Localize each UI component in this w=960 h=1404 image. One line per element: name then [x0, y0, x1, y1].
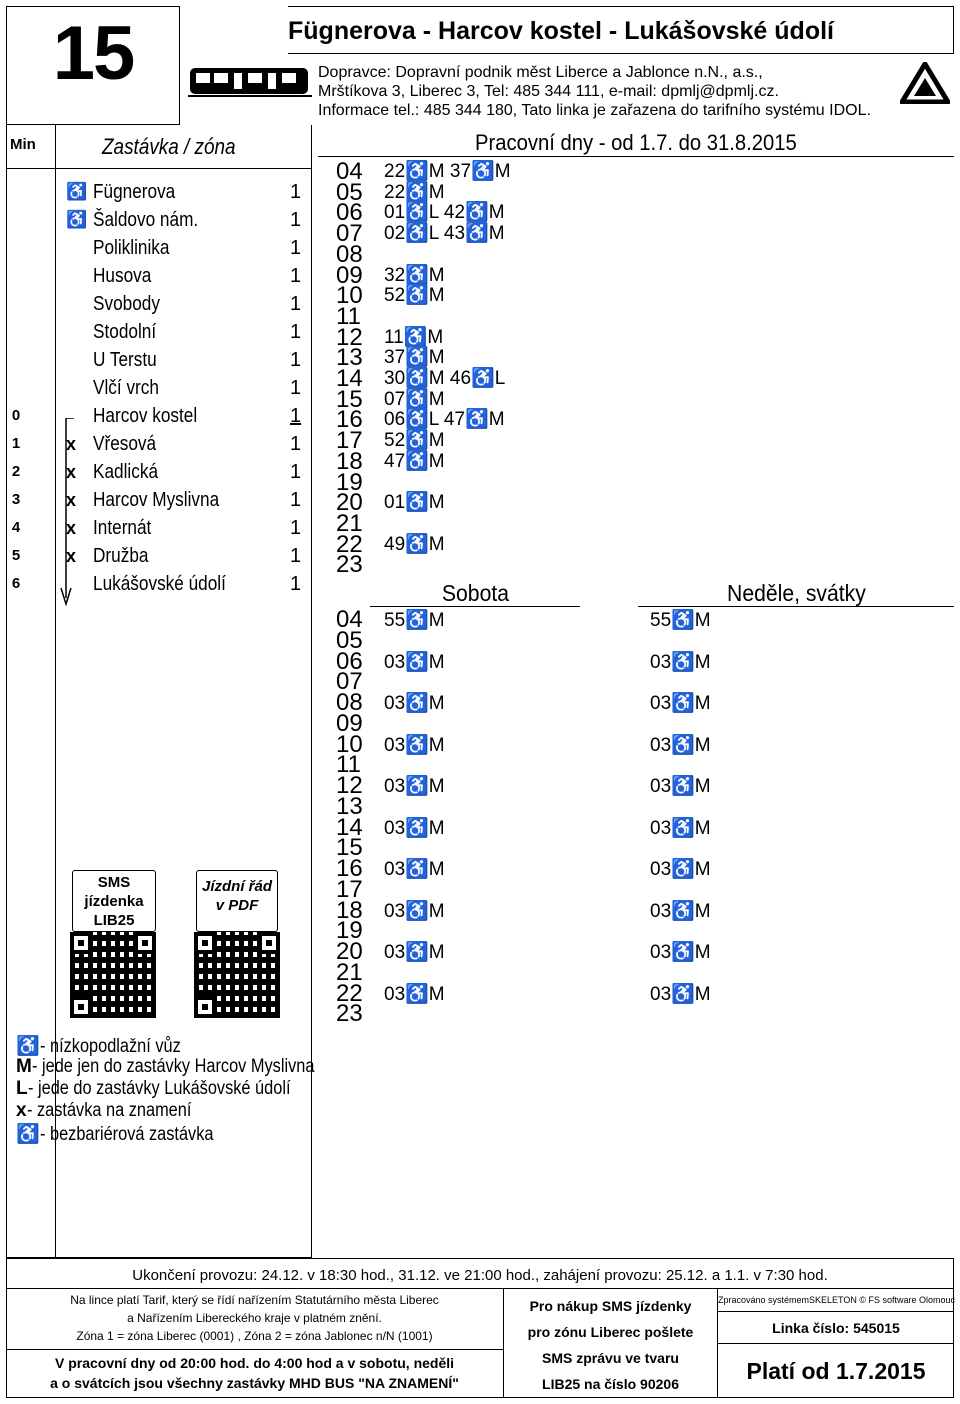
current-stop-name [93, 405, 283, 428]
sunday-departures: 03♿M [650, 734, 711, 756]
stop-name-text: Internát [93, 517, 152, 539]
stops-header-rule [6, 168, 312, 169]
legend-item [16, 1122, 241, 1146]
departure-list: 49♿M [384, 533, 445, 555]
stop-minutes: 5 [11, 547, 21, 564]
sms-purchase-line: Pro nákup SMS jízdenky [529, 1298, 692, 1314]
hour-label: 12 [336, 323, 363, 351]
sms-label: jízdenka [84, 893, 144, 910]
sunday-departures: 55♿M [650, 610, 711, 631]
stop-name-text: Harcov kostel [93, 405, 198, 427]
stop-name [93, 265, 283, 288]
stop-name [93, 377, 283, 400]
stop-minutes: 3 [11, 491, 21, 508]
departure-list: 22♿M [384, 181, 445, 203]
hour-label: 16 [336, 406, 363, 434]
stop-zone: 1 [290, 321, 302, 343]
stop-name-text: Husova [93, 265, 152, 287]
hour-label: 09 [336, 261, 363, 289]
stop-zone: 1 [290, 377, 302, 399]
hour-label: 20 [336, 489, 363, 517]
stop-name [93, 209, 283, 232]
departure-list: 37♿M [384, 347, 445, 369]
stop-name-text: Fügnerova [93, 181, 176, 203]
stop-name-text: Stodolní [93, 321, 157, 343]
route-title: Fügnerova - Harcov kostel - Lukášovské údolí [288, 17, 834, 45]
stop-name [93, 461, 283, 484]
sms-purchase-line: SMS zprávu ve tvaru [542, 1350, 679, 1366]
hour-label: 05 [336, 178, 363, 206]
stop-name [93, 545, 283, 568]
barrier-free-icon: ♿ [66, 182, 88, 201]
legend-symbol: x [16, 1100, 27, 1121]
hour-label: 07 [336, 220, 363, 248]
stop-zone: 1 [290, 405, 302, 427]
request-stop-mark: x [66, 434, 77, 454]
idol-logo-icon [900, 62, 950, 104]
hour-label: 11 [336, 302, 361, 330]
operation-notice: Ukončení provozu: 24.12. v 18:30 hod., 31.12. ve 21:00 hod., zahájení provozu: 25.12. a 1.1. v 7:30 hod. [132, 1267, 828, 1284]
hour-label: 05 [336, 626, 363, 654]
weekday-title: Pracovní dny - od 1.7. do 31.8.2015 [475, 130, 797, 155]
stop-name [93, 237, 283, 260]
stop-name-text: Poliklinika [93, 237, 170, 259]
weekday-title-rule [318, 156, 954, 157]
sunday-departures: 03♿M [650, 942, 711, 963]
hour-label: 13 [336, 344, 363, 372]
sunday-departures: 03♿M [650, 776, 711, 797]
sunday-rule [638, 606, 954, 607]
stop-name-text: Kadlická [93, 461, 159, 483]
sunday-departures: 03♿M [650, 983, 711, 1005]
qr-code-pdf[interactable] [194, 932, 280, 1018]
stop-name [93, 293, 283, 316]
stop-zone: 1 [290, 461, 302, 483]
legend-item [16, 1034, 203, 1058]
sunday-departures: 03♿M [650, 693, 711, 714]
processed-by: Zpracováno systémemSKELETON © FS software Olomouc [718, 1289, 954, 1312]
legend-symbol: L [16, 1078, 28, 1099]
legend-symbol: ♿ [16, 1124, 40, 1145]
request-stop-mark: x [66, 462, 77, 482]
stop-minutes: 4 [11, 519, 21, 536]
pdf-timetable-label-box [196, 870, 278, 932]
line-number: 15 [52, 11, 134, 96]
stop-name-text: Svobody [93, 293, 160, 315]
stop-zone: 1 [290, 181, 302, 203]
hour-label: 14 [336, 813, 363, 841]
saturday-rule [370, 606, 580, 607]
stop-name-text: Vlčí vrch [93, 377, 159, 399]
sunday-departures: 03♿M [650, 900, 711, 922]
hour-label: 23 [336, 1000, 363, 1028]
hour-label: 17 [336, 427, 363, 455]
departure-list: 47♿M [384, 450, 445, 472]
stop-minutes: 0 [11, 407, 21, 424]
hour-label: 21 [336, 958, 363, 986]
hour-label: 14 [336, 365, 363, 392]
saturday-departures: 03♿M [384, 817, 445, 839]
route-title-box [288, 6, 954, 54]
stop-name [93, 321, 283, 344]
operator-line: Mrštíkova 3, Liberec 3, Tel: 485 344 111, e-mail: dpmlj@dpmlj.cz. [318, 83, 779, 100]
legend-symbol: ♿ [16, 1036, 40, 1057]
sms-ticket-label-box [72, 870, 156, 932]
saturday-departures: 03♿M [384, 900, 445, 922]
departure-list: 02♿L 43♿M [384, 223, 505, 245]
legend-text: - jede jen do zastávky Harcov Myslivna [31, 1056, 315, 1077]
tariff-line: Zóna 1 = zóna Liberec (0001) , Zóna 2 = zóna Jablonec n/N (1001) [76, 1329, 433, 1343]
stop-zone: 1 [290, 265, 302, 287]
departure-list: 11♿M [384, 326, 444, 348]
hour-label: 09 [336, 709, 363, 737]
stop-zone: 1 [290, 489, 302, 511]
hour-label: 06 [336, 647, 363, 675]
request-stop-mark: x [66, 546, 77, 566]
night-notice-line: a o svátcích jsou všechny zastávky MHD BUS "NA ZNAMENÍ" [50, 1375, 459, 1391]
request-stop-mark: x [66, 518, 77, 538]
saturday-departures: 03♿M [384, 859, 445, 880]
departure-list: 52♿M [384, 285, 445, 307]
stop-zone: 1 [290, 349, 302, 371]
stop-name-text: Lukášovské údolí [93, 573, 226, 595]
pdf-label: v PDF [215, 897, 259, 914]
hour-label: 17 [336, 875, 363, 903]
hour-label: 20 [336, 938, 363, 965]
departure-list: 06♿L 47♿M [384, 409, 505, 431]
pdf-label: Jízdní řád [201, 878, 272, 895]
sms-label: SMS [97, 874, 131, 891]
stop-zone: 1 [290, 209, 302, 231]
stop-name-text: U Terstu [93, 349, 157, 371]
hour-label: 04 [336, 606, 363, 633]
hour-label: 16 [336, 855, 363, 882]
hour-label: 15 [336, 834, 363, 862]
hour-label: 08 [336, 689, 363, 716]
hour-label: 13 [336, 792, 363, 820]
hour-label: 23 [336, 551, 363, 579]
tariff-line: Na lince platí Tarif, který se řídí nařízením Statutárního města Liberec [70, 1293, 439, 1307]
stop-name [93, 489, 283, 512]
stop-name [93, 573, 283, 596]
tariff-line: a Nařízením Libereckého kraje v platném znění. [127, 1311, 382, 1325]
tram-icon [188, 64, 312, 100]
barrier-free-icon: ♿ [66, 210, 88, 229]
stop-minutes: 6 [11, 575, 21, 592]
stop-name [93, 349, 283, 372]
stop-zone: 1 [290, 237, 302, 259]
saturday-departures: 03♿M [384, 776, 445, 797]
saturday-departures: 03♿M [384, 734, 445, 756]
saturday-departures: 03♿M [384, 651, 445, 673]
departure-list: 32♿M [384, 264, 445, 286]
legend-text: - nízkopodlažní vůz [39, 1036, 181, 1057]
hour-label: 22 [336, 979, 363, 1007]
line-id: Linka číslo: 545015 [718, 1312, 954, 1344]
legend-symbol: M [16, 1056, 32, 1077]
hour-label: 19 [336, 468, 363, 496]
sunday-departures: 03♿M [650, 859, 711, 880]
request-stop-mark: x [66, 490, 77, 510]
stop-zone: 1 [290, 573, 302, 595]
hour-label: 21 [336, 509, 363, 537]
stop-name-text: Harcov Myslivna [93, 489, 220, 511]
stop-zone: 1 [290, 433, 302, 455]
legend-item [16, 1078, 333, 1100]
departure-list: 01♿M [384, 492, 445, 514]
night-notice [6, 1350, 504, 1398]
saturday-title: Sobota [441, 580, 509, 606]
direction-arrow-icon [56, 418, 76, 606]
night-notice-line: V pracovní dny od 20:00 hod. do 4:00 hod a v sobotu, neděli [54, 1355, 455, 1371]
stop-name-text: Vřesová [93, 433, 157, 455]
hour-label: 10 [336, 282, 363, 310]
hour-label: 18 [336, 447, 363, 475]
saturday-departures: 03♿M [384, 693, 445, 714]
stop-name-text: Šaldovo nám. [93, 209, 199, 231]
legend-text: - jede do zastávky Lukášovské údolí [27, 1078, 291, 1099]
saturday-departures: 03♿M [384, 942, 445, 963]
hour-label: 11 [336, 751, 361, 779]
sunday-departures: 03♿M [650, 817, 711, 839]
sms-purchase-line: LIB25 na číslo 90206 [542, 1376, 679, 1392]
min-header: Min [10, 136, 36, 153]
legend-text: - bezbariérová zastávka [39, 1124, 214, 1145]
stops-title: Zastávka / zóna [102, 134, 236, 159]
hour-label: 15 [336, 385, 363, 413]
departure-list: 01♿L 42♿M [384, 202, 505, 224]
departure-list: 52♿M [384, 430, 445, 452]
sunday-title: Neděle, svátky [726, 580, 866, 606]
stop-zone: 1 [290, 545, 302, 567]
hour-label: 12 [336, 772, 363, 799]
departure-list: 07♿M [384, 388, 445, 410]
hour-label: 10 [336, 730, 363, 758]
stop-name [93, 433, 283, 456]
hour-label: 22 [336, 530, 363, 558]
operator-info [318, 63, 898, 120]
legend-item [16, 1056, 360, 1078]
legend-text: - zastávka na znamení [26, 1100, 191, 1121]
valid-from: Platí od 1.7.2015 [746, 1358, 926, 1384]
saturday-departures: 55♿M [384, 610, 445, 631]
line-number-box [6, 6, 180, 125]
operator-line: Informace tel.: 485 344 180, Tato linka je zařazena do tarifního systému IDOL. [318, 102, 871, 119]
stop-name [93, 517, 283, 540]
legend-item [16, 1100, 218, 1122]
departure-list: 22♿M 37♿M [384, 161, 511, 182]
departure-list: 30♿M 46♿L [384, 368, 506, 389]
stop-zone: 1 [290, 517, 302, 539]
hour-label: 04 [336, 158, 363, 185]
stop-zone: 1 [290, 293, 302, 315]
hour-label: 08 [336, 240, 363, 268]
sms-purchase-line: pro zónu Liberec pošlete [527, 1324, 694, 1340]
operator-line: Dopravce: Dopravní podnik měst Liberce a Jablonce n.N., a.s., [318, 64, 763, 81]
qr-code-sms[interactable] [70, 932, 156, 1018]
stop-minutes: 1 [11, 435, 21, 452]
hour-label: 07 [336, 668, 363, 696]
hour-label: 19 [336, 917, 363, 945]
saturday-departures: 03♿M [384, 983, 445, 1005]
stop-name-text: Družba [93, 545, 149, 567]
sunday-departures: 03♿M [650, 651, 711, 673]
hour-label: 18 [336, 896, 363, 924]
tariff-box [6, 1289, 504, 1350]
sms-label: LIB25 [93, 912, 135, 929]
sms-purchase-info [504, 1289, 718, 1398]
hour-label: 06 [336, 199, 363, 227]
stop-minutes: 2 [11, 463, 21, 480]
stop-name [93, 181, 283, 204]
